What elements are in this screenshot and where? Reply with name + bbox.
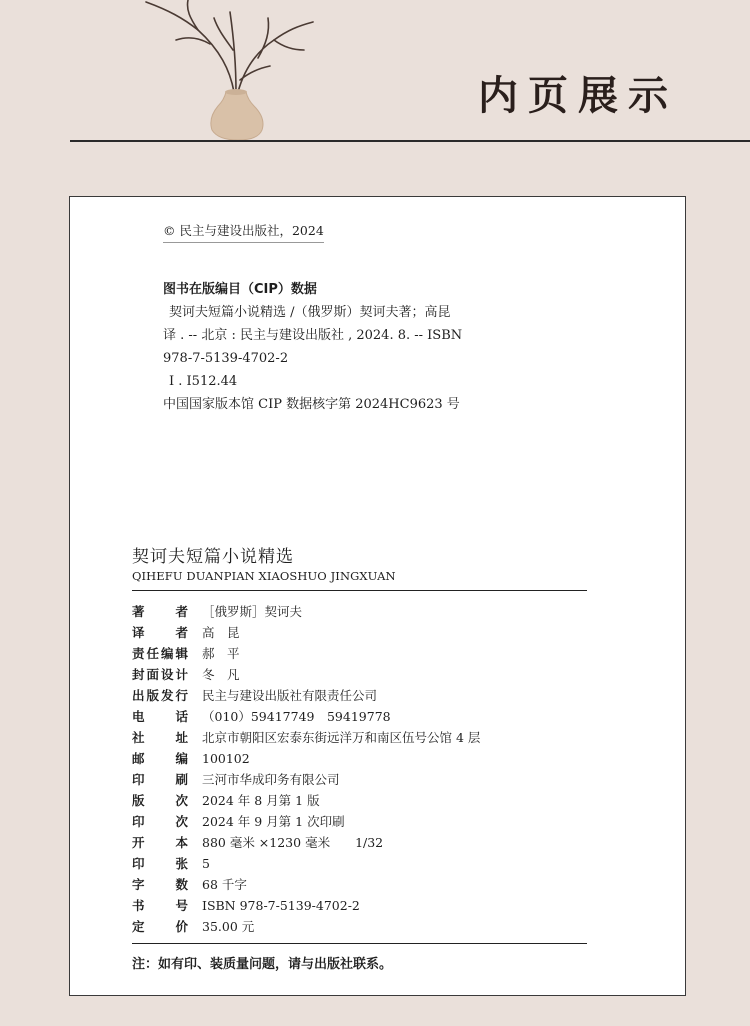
info-label: 印 刷 [132,772,188,787]
table-bottom-rule [132,943,587,944]
info-row [132,622,592,643]
cip-line: 中国国家版本馆 CIP 数据核字第 2024HC9623 号 [163,397,460,412]
book-title: 契诃夫短篇小说精选 [132,547,294,567]
cip-line: 978-7-5139-4702-2 [163,351,289,366]
info-value: 郝 平 [202,646,240,661]
cip-line: 译 . -- 北京 : 民主与建设出版社 , 2024. 8. -- ISBN [163,328,463,343]
info-row [132,664,592,685]
copyright-notice: © 民主与建设出版社，2024 [163,221,324,243]
info-row [132,874,592,895]
table-top-rule [132,590,587,591]
info-row [132,748,592,769]
info-label: 封 面 设 计 [132,667,188,682]
info-label: 译 者 [132,625,188,640]
info-value: 民主与建设出版社有限责任公司 [202,688,378,703]
info-label: 邮 编 [132,751,188,766]
book-pinyin: QIHEFU DUANPIAN XIAOSHUO JINGXUAN [132,569,396,583]
info-value: 5 [202,856,210,871]
info-value: 三河市华成印务有限公司 [202,772,340,787]
info-label: 责 任 编 辑 [132,646,188,661]
info-value: 2024 年 9 月第 1 次印刷 [202,814,345,829]
info-row [132,727,592,748]
info-row [132,790,592,811]
info-row [132,643,592,664]
info-row [132,601,592,622]
info-row [132,916,592,937]
info-label: 定 价 [132,919,188,934]
info-row [132,853,592,874]
info-value: 68 千字 [202,877,247,892]
cip-line: 契诃夫短篇小说精选 /（俄罗斯）契诃夫著；高昆 [169,305,451,320]
banner-divider [70,140,750,142]
quality-note: 注：如有印、装质量问题，请与出版社联系。 [132,957,393,972]
info-row [132,895,592,916]
info-value: ［俄罗斯］契诃夫 [202,604,303,619]
info-label: 印 张 [132,856,188,871]
info-row [132,706,592,727]
copyright-page [69,196,686,996]
info-value: 北京市朝阳区宏泰东街远洋万和南区伍号公馆 4 层 [202,730,481,745]
info-label: 版 次 [132,793,188,808]
vase-branch-illustration [138,0,368,142]
info-label: 印 次 [132,814,188,829]
info-value: （010）59417749 59419778 [202,709,391,724]
info-value: 100102 [202,751,250,766]
info-value: 高 昆 [202,625,240,640]
publication-info-table [132,601,592,937]
info-value: 35.00 元 [202,919,255,934]
info-label: 开 本 [132,835,188,850]
info-value: 冬 凡 [202,667,240,682]
cip-data [163,301,513,416]
info-row [132,685,592,706]
cip-heading: 图书在版编目（CIP）数据 [163,282,317,297]
info-row [132,769,592,790]
info-value: 880 毫米 ×1230 毫米 1/32 [202,835,384,850]
info-row [132,832,592,853]
banner-title: 内页展示 [478,73,678,119]
info-value: 2024 年 8 月第 1 版 [202,793,320,808]
info-row [132,811,592,832]
info-label: 社 址 [132,730,188,745]
cip-line: Ⅰ . I512.44 [169,374,238,389]
info-label: 书 号 [132,898,188,913]
info-label: 出 版 发 行 [132,688,188,703]
info-value: ISBN 978-7-5139-4702-2 [202,898,360,913]
info-label: 字 数 [132,877,188,892]
info-label: 电 话 [132,709,188,724]
info-label: 著 者 [132,604,188,619]
